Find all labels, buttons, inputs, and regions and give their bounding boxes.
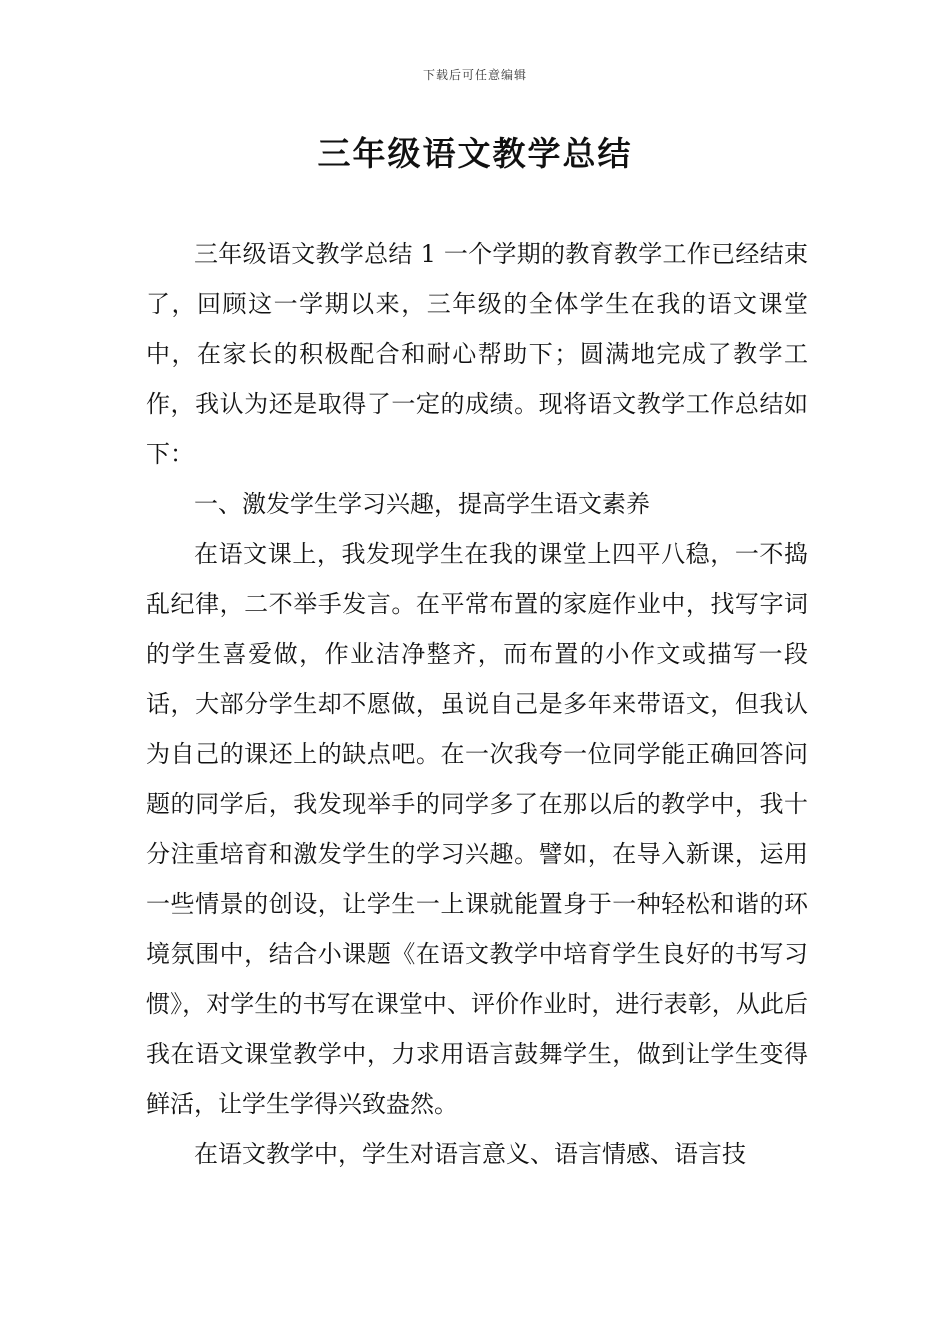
paragraph-intro: 三年级语文教学总结 1 一个学期的教育教学工作已经结束了，回顾这一学期以来，三年级的全体学生在我的语文课堂中，在家长的积极配合和耐心帮助下；圆满地完成了教学工作，我认为还是取得了一定的成绩。现将语文教学工作总结如下： (146, 240, 808, 468)
paragraph-classroom: 在语文课上，我发现学生在我的课堂上四平八稳，一不捣乱纪律，二不举手发言。在平常布置的家庭作业中，找写字词的学生喜爱做，作业洁净整齐，而布置的小作文或描写一段话，大部分学生却不愿做，虽说自己是多年来带语文，但我认为自己的课还上的缺点吧。在一次我夸一位同学能正确回答问题的同学后，我发现举手的同学多了在那以后的教学中，我十分注重培育和激发学生的学习兴趣。譬如，在导入新课，运用一些情景的创设，让学生一上课就能置身于一种轻松和谐的环境氛围中，结合小课题《在语文教学中培育学生良好的书写习惯》，对学生的书写在课堂中、评价作业时，进行表彰，从此后我在语文课堂教学中，力求用语言鼓舞学生，做到让学生变得鲜活，让学生学得兴致盎然。 (146, 540, 808, 1118)
header-note: 下载后可任意编辑 (422, 68, 527, 82)
document-body (146, 229, 808, 1179)
section-heading-1: 一、激发学生学习兴趣，提高学生语文素养 (194, 490, 650, 518)
page-title: 三年级语文教学总结 (317, 134, 633, 173)
paragraph-continuation: 在语文教学中，学生对语言意义、语言情感、语言技 (194, 1140, 746, 1168)
